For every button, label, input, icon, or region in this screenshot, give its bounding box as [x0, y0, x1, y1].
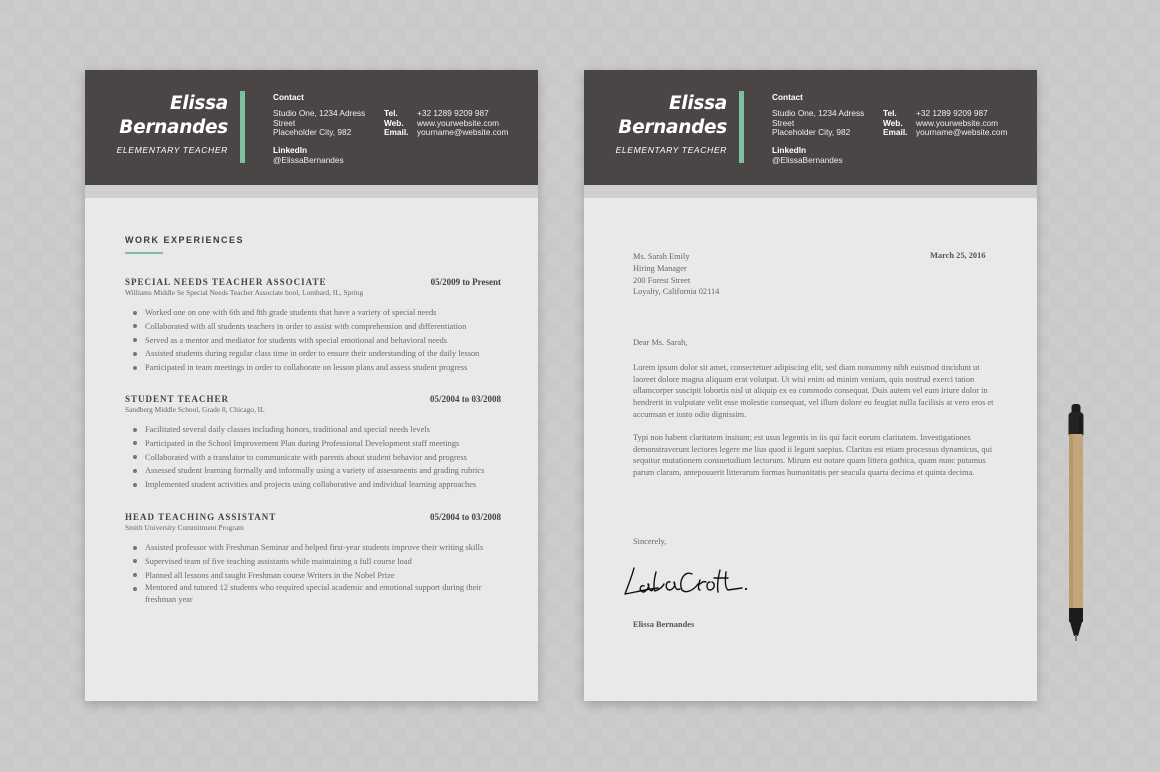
bullet-item: Implemented student activities and projects using collaborative and individual learning approaches — [145, 478, 484, 492]
bullet-item: Participated in team meetings in order to collaborate on lesson plans and assess student progress — [145, 361, 479, 375]
tel-label: Tel. — [883, 108, 897, 118]
address-line: Street — [273, 117, 296, 128]
closing: Sincerely, — [633, 537, 667, 546]
tel-label: Tel. — [384, 108, 398, 118]
letter-paragraph: Typi non habent claritatem insitam; est usus legentis in iis qui facit eorum claritatem. Investigationes demonstraverunt lectores legere me lius quod ii legunt saepius. Claritas est etiam processus dynamicus, qui sequitur mutationem consuetudium lectorum. Mirum est notare quam littera gothica, quam nunc putamus parum claram, anteposuerit litterarum formas humanitatis per seacula quarta decima et quinta decima. — [633, 433, 993, 478]
recipient-address — [633, 251, 719, 298]
header-shadow-strip — [584, 185, 1037, 198]
resume-header — [85, 70, 538, 185]
job-role: ELEMENTARY TEACHER — [116, 145, 228, 155]
name-heading — [618, 92, 727, 140]
header-shadow-strip — [85, 185, 538, 198]
job-dates: 05/2004 to 03/2008 — [430, 394, 501, 404]
recipient-street: 200 Forest Street — [633, 275, 691, 285]
address-line: Street — [772, 117, 795, 128]
bullet-item: Worked one on one with 6th and 8th grade students that have a variety of special needs — [145, 306, 479, 320]
resume-page — [85, 70, 538, 701]
section-underline — [125, 252, 163, 254]
job-subtitle: Williams Middle Se Special Needs Teacher Associate bool, Lombard, IL, Spring — [125, 288, 364, 297]
web-label: Web. — [883, 117, 903, 128]
letter-header — [584, 70, 1037, 185]
email-label: Email. — [883, 127, 908, 138]
cover-letter-page — [584, 70, 1037, 701]
address-line: Studio One, 1234 Adress — [273, 108, 366, 118]
first-name: Elissa — [668, 93, 727, 114]
contact-label: Contact — [273, 92, 304, 102]
bullet-item: Mentored and tutored 12 students who required special academic and emotional support during their freshman year — [145, 582, 505, 607]
email-label: Email. — [384, 127, 409, 138]
email-link[interactable]: yourname@website.com — [916, 127, 1008, 138]
signer-name: Elissa Bernandes — [633, 620, 695, 629]
bullet-item: Planned all lessons and taught Freshman course Writers in the Nobel Prize — [145, 569, 505, 583]
job-bullets — [125, 423, 484, 492]
web-link[interactable]: www.yourwebsite.com — [916, 117, 999, 128]
signature — [622, 562, 752, 600]
job-title: HEAD TEACHING ASSISTANT — [125, 512, 277, 522]
letter-paragraph: Lorem ipsum dolor sit amet, consectetuer adipiscing elit, sed diam nonummy nibh euismod tincidunt ut laoreet dolore magna aliquam erat volutpat. Ut wisi enim ad minim veniam, quis nostrud exerci tation ullamcorper suscipit lobortis nisl ut aliquip ex ea commodo consequat. Duis autem vel eum iriure dolor in hendrerit in vulputate velit esse molestie consequat, vel illum dolore eu feugiat nulla facilisis at vero eros et accumsan et iusto odio dignissim. — [633, 363, 994, 419]
bullet-item: Participated in the School Improvement Plan during Professional Development staff meetings — [145, 437, 484, 451]
first-name: Elissa — [169, 93, 228, 114]
accent-divider — [240, 91, 245, 163]
last-name: Bernandes — [119, 117, 228, 138]
tel-value[interactable]: +32 1289 9209 987 — [916, 108, 988, 118]
bullet-item: Facilitated several daily classes including honors, traditional and special needs levels — [145, 423, 484, 437]
letter-date: March 25, 2016 — [930, 251, 986, 260]
bullet-item: Supervised team of five teaching assistants while maintaining a full course load — [145, 555, 505, 569]
linkedin-link[interactable]: @ElissaBernandes — [772, 155, 843, 165]
contact-values — [417, 109, 508, 138]
job-bullets — [125, 541, 505, 607]
bullet-item: Assisted professor with Freshman Seminar and helped first-year students improve their writing skills — [145, 541, 505, 555]
job-bullets — [125, 306, 479, 375]
email-link[interactable]: yourname@website.com — [417, 127, 509, 138]
bullet-item: Assisted students during regular class time in order to ensure their understanding of the daily lesson — [145, 347, 479, 361]
job-subtitle: Smith University Commitment Program — [125, 523, 244, 532]
recipient-title: Hiring Manager — [633, 263, 687, 273]
recipient-city: Loyalty, California 02114 — [633, 287, 720, 297]
bullet-item: Collaborated with a translator to communicate with parents about student behavior and progress — [145, 451, 484, 465]
last-name: Bernandes — [618, 117, 727, 138]
job-title: STUDENT TEACHER — [125, 394, 229, 404]
contact-label: Contact — [772, 92, 803, 102]
contact-labels — [883, 109, 907, 138]
pen-image — [1066, 404, 1086, 642]
address-line: Placeholder City, 982 — [273, 127, 352, 138]
job-title: SPECIAL NEEDS TEACHER ASSOCIATE — [125, 277, 327, 287]
address-block — [273, 109, 365, 138]
address-line: Studio One, 1234 Adress — [772, 108, 865, 118]
salutation: Dear Ms. Sarah, — [633, 338, 688, 347]
bullet-item: Assessed student learning formally and informally using a variety of assessments and grading rubrics — [145, 464, 484, 478]
bullet-item: Served as a mentor and mediator for students with special emotional and behavioral needs — [145, 334, 479, 348]
recipient-name: Ms. Sarah Emily — [633, 252, 690, 261]
linkedin-label: LinkedIn — [273, 145, 308, 155]
accent-divider — [739, 91, 744, 163]
web-link[interactable]: www.yourwebsite.com — [417, 117, 500, 128]
name-heading — [119, 92, 228, 140]
contact-labels — [384, 109, 408, 138]
job-dates: 05/2004 to 03/2008 — [430, 512, 501, 522]
address-block — [772, 109, 864, 138]
web-label: Web. — [384, 117, 404, 128]
bullet-item: Collaborated with all students teachers in order to assist with comprehension and differentiation — [145, 320, 479, 334]
address-line: Placeholder City, 982 — [772, 127, 851, 138]
job-dates: 05/2009 to Present — [430, 277, 501, 287]
job-subtitle: Sandberg Middle School, Grade 8, Chicago, IL — [125, 405, 265, 414]
section-title: WORK EXPERIENCES — [125, 235, 245, 245]
contact-values — [916, 109, 1007, 138]
tel-value[interactable]: +32 1289 9209 987 — [417, 108, 489, 118]
linkedin-label: LinkedIn — [772, 145, 807, 155]
linkedin-link[interactable]: @ElissaBernandes — [273, 155, 344, 165]
job-role: ELEMENTARY TEACHER — [615, 145, 727, 155]
